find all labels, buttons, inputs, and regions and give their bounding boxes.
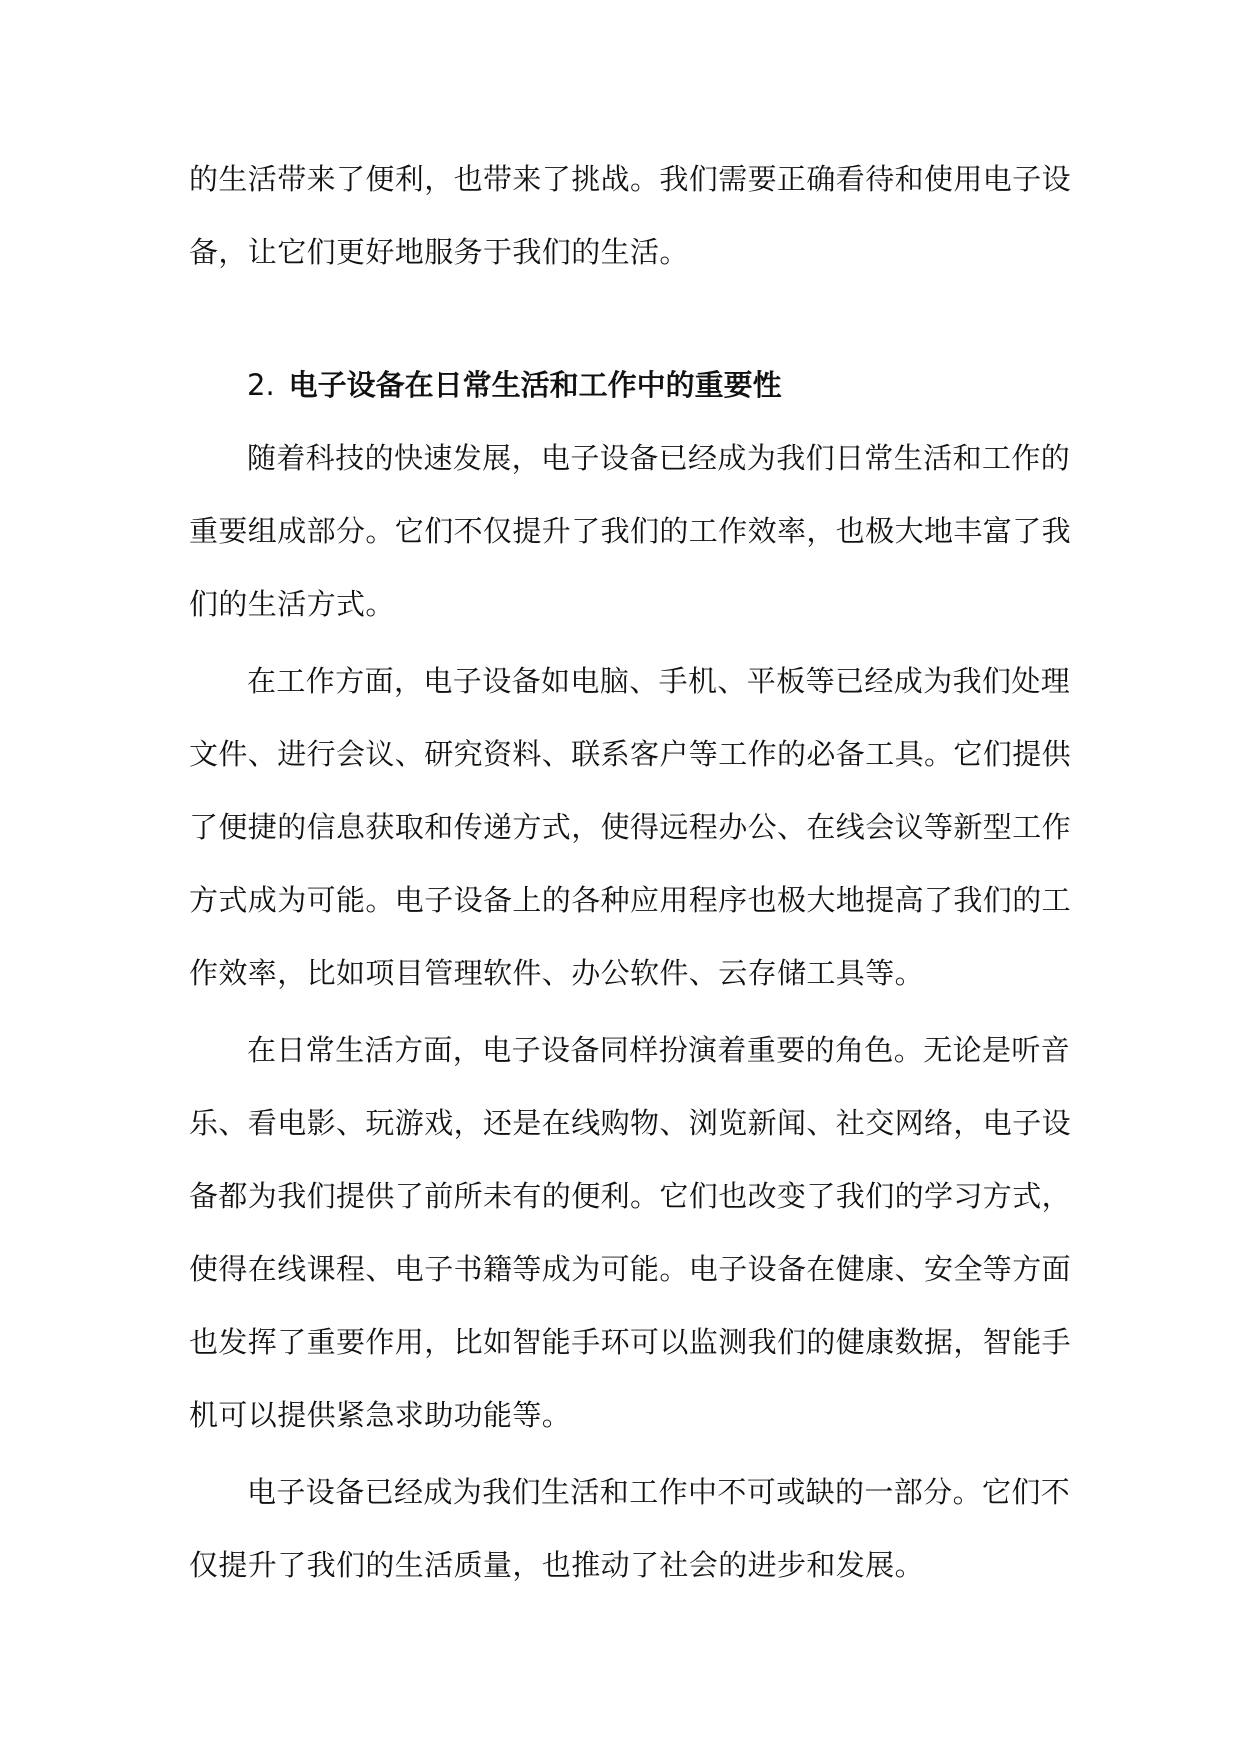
text-line: 的生活带来了便利，也带来了挑战。我们需要正确看待和使用电子设 [189,162,1072,196]
text-line: 在工作方面，电子设备如电脑、手机、平板等已经成为我们处理 [247,664,1071,698]
text-line: 乐、看电影、玩游戏，还是在线购物、浏览新闻、社交网络，电子设 [189,1106,1072,1140]
paragraph-2 [189,645,1072,1010]
text-line: 在日常生活方面，电子设备同样扮演着重要的角色。无论是听音 [247,1033,1071,1067]
text-line: 作效率，比如项目管理软件、办公软件、云存储工具等。 [189,956,925,990]
continuation-paragraph [189,143,1072,289]
text-line: 备，让它们更好地服务于我们的生活。 [189,235,689,269]
text-line: 仅提升了我们的生活质量，也推动了社会的进步和发展。 [189,1548,925,1582]
text-line: 也发挥了重要作用，比如智能手环可以监测我们的健康数据，智能手 [189,1325,1072,1359]
document-body [189,143,1072,1602]
text-line: 电子设备已经成为我们生活和工作中不可或缺的一部分。它们不 [247,1475,1071,1509]
text-line: 重要组成部分。它们不仅提升了我们的工作效率，也极大地丰富了我 [189,514,1072,548]
text-line: 机可以提供紧急求助功能等。 [189,1398,572,1432]
paragraph-1 [189,422,1072,641]
text-line: 备都为我们提供了前所未有的便利。它们也改变了我们的学习方式， [189,1179,1072,1213]
section-title: 电子设备在日常生活和工作中的重要性 [288,368,782,402]
text-line: 使得在线课程、电子书籍等成为可能。电子设备在健康、安全等方面 [189,1252,1072,1286]
section-number: 2. [247,368,275,402]
section-heading [189,349,1051,422]
text-line: 方式成为可能。电子设备上的各种应用程序也极大地提高了我们的工 [189,883,1072,917]
paragraph-3 [189,1014,1072,1452]
text-line: 了便捷的信息获取和传递方式，使得远程办公、在线会议等新型工作 [189,810,1072,844]
text-line: 随着科技的快速发展，电子设备已经成为我们日常生活和工作的 [247,441,1071,475]
text-line: 们的生活方式。 [189,587,395,621]
paragraph-4 [189,1456,1071,1602]
text-line: 文件、进行会议、研究资料、联系客户等工作的必备工具。它们提供 [189,737,1072,771]
